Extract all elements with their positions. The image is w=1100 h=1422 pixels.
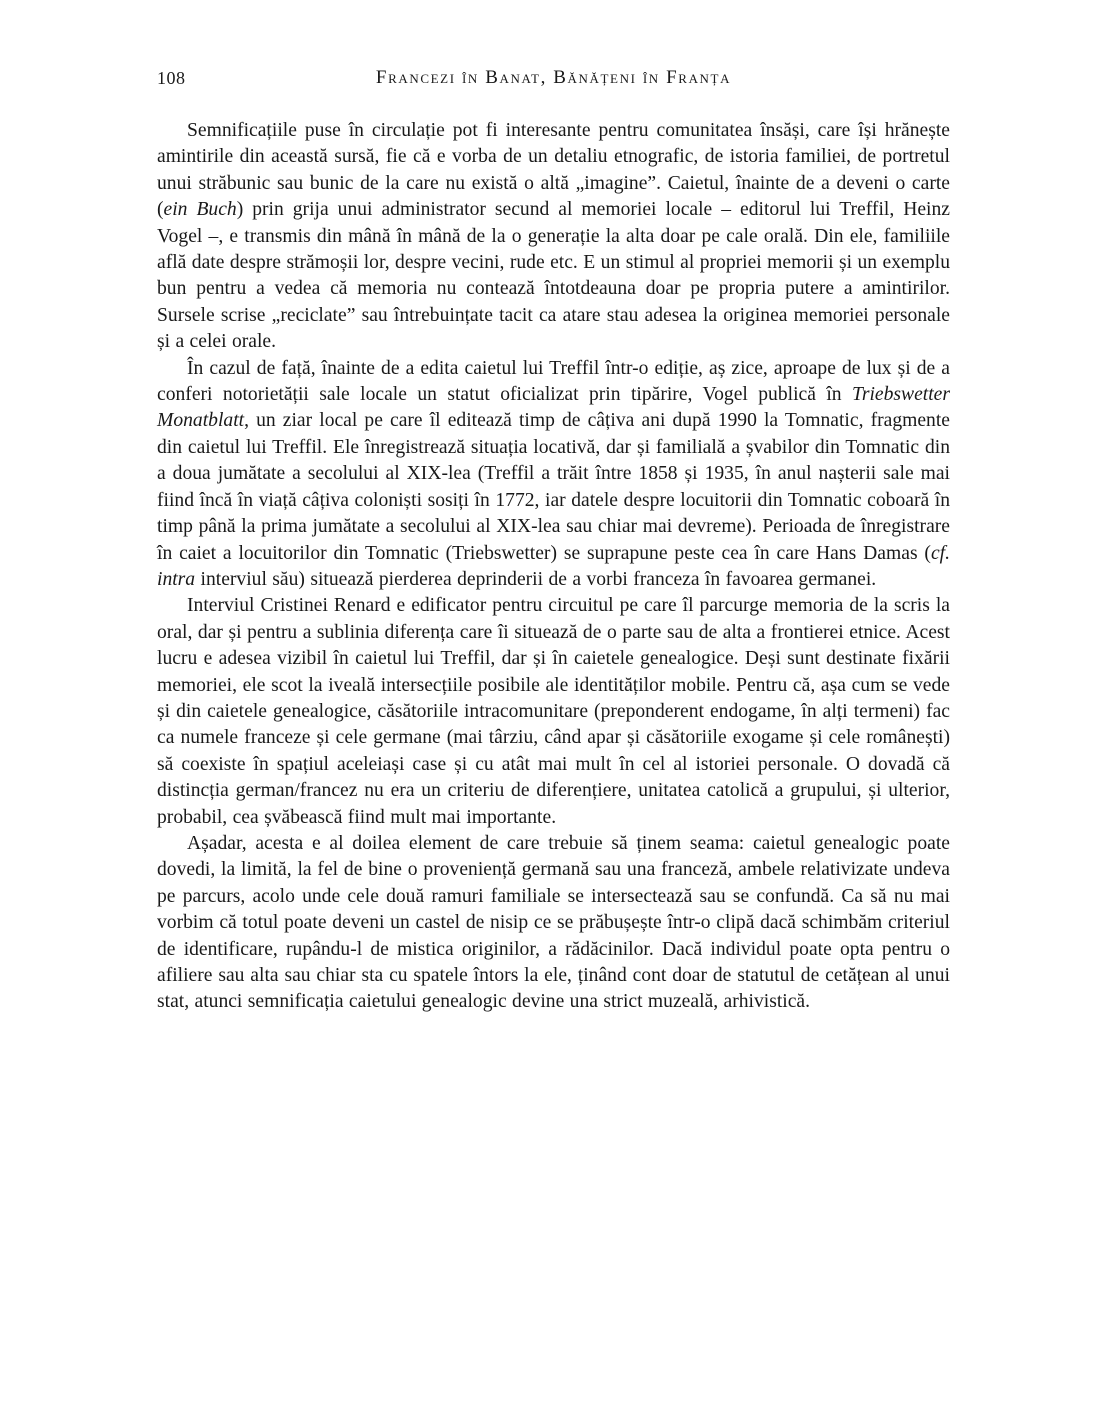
paragraph [157, 593, 950, 831]
page-number: 108 [157, 68, 186, 88]
running-title: Francezi în Banat, Bănățeni în Franța [375, 67, 732, 88]
text-run: Semnificațiile puse în circulație pot fi interesante pentru comunitatea însăși, care își hrănește amintirile din această sursă, fie că e vorba de un detaliu etnografic, de istoria familiei, de portretul unui străbunic sau bunic de la care nu există o altă „imagine”. Caietul, înainte de a deveni o carte ( [157, 120, 950, 221]
text-run: Interviul Cristinei Renard e edificator pentru circuitul pe care îl parcurge memoria de la scris la oral, dar și pentru a sublinia diferența care îi situează de o parte sau de alta a frontierei etnice. Acest lucru e adesea vizibil în caietul lui Treffil, dar și în caietele genealogice. Deși sunt destinate fixării memoriei, ele scot la iveală intersecțiile posibile ale identităților mobile. Pentru că, așa cum se vede și din caietele genealogice, căsătoriile intracomunitare (preponderent endogame, în alți termeni) fac ca numele franceze și cele germane (mai târziu, când apar și căsătoriile exogame și cele românești) să coexiste în spațiul aceleiași case și cu atât mai mult în cel al istoriei personale. O dovadă că distincția german/francez nu era un criteriu de diferențiere, unitatea catolică a grupului, și ulterior, probabil, cea șvăbească fiind mult mai importante. [157, 595, 950, 828]
italic-text-run: cf. intra [157, 542, 950, 590]
paragraph [157, 831, 950, 1016]
italic-text-run: Triebswetter Monatblatt [157, 384, 950, 432]
body-text [157, 118, 950, 1016]
text-block [157, 66, 950, 1016]
text-run: interviul său) situează pierderea deprinderii de a vorbi franceza în favoarea germanei. [195, 568, 877, 590]
paragraph [157, 118, 950, 356]
italic-text-run: ein Buch [163, 199, 237, 221]
text-run: , un ziar local pe care îl editează timp de câțiva ani după 1990 la Tomnatic, fragmente din caietul lui Treffil. Ele înregistrează situația locativă, dar și familială a șvabilor din Tomnatic din a doua jumătate a secolului al XIX-lea (Treffil a trăit între 1858 și 1935, în anul nașterii sale mai fiind încă în viață câțiva coloniști sosiți în 1772, iar datele despre locuitorii din Tomnatic coboară în timp până la prima jumătate a secolului al XIX-lea sau chiar mai devreme). Perioada de înregistrare în caiet a locuitorilor din Tomnatic (Triebswetter) se suprapune peste cea în care Hans Damas ( [157, 410, 950, 564]
text-run: În cazul de față, înainte de a edita caietul lui Treffil într-o ediție, aș zice, aproape de lux și de a conferi notorietății sale locale un statut oficializat prin tipărire, Vogel publică în [157, 357, 950, 406]
paragraph [157, 356, 950, 594]
text-run: ) prin grija unui administrator secund al memoriei locale – editorul lui Treffil, Heinz Vogel –, e transmis din mână în mână de la o generație la alta doar pe cale orală. Din ele, familiile află date despre strămoșii lor, despre vecini, rude etc. E un stimul al propriei memorii și un exemplu bun pentru a vedea că memoria nu contează întotdeauna doar pe propria putere a amintirilor. Sursele scrise „reciclate” sau întrebuințate tacit ca atare stau adesea la originea memoriei personale și a celei orale. [157, 199, 950, 353]
text-run: Așadar, acesta e al doilea element de care trebuie să ținem seama: caietul genealogic poate dovedi, la limită, la fel de bine o proveniență germană sau una franceză, ambele relativizate undeva pe parcurs, acolo unde cele două ramuri familiale se intersectează sau se confundă. Ca să nu mai vorbim că totul poate deveni un castel de nisip ce se prăbușește într-o clipă dacă schimbăm criteriul de identificare, rupându-l de mistica originilor, a rădăcinilor. Dacă individul poate opta pentru o afiliere sau alta sau chiar sta cu spatele întors la ele, ținând cont doar de statutul de cetățean al unui stat, atunci semnificația caietului genealogic devine una strict muzeală, arhivistică. [157, 832, 950, 1013]
running-header [157, 66, 950, 98]
